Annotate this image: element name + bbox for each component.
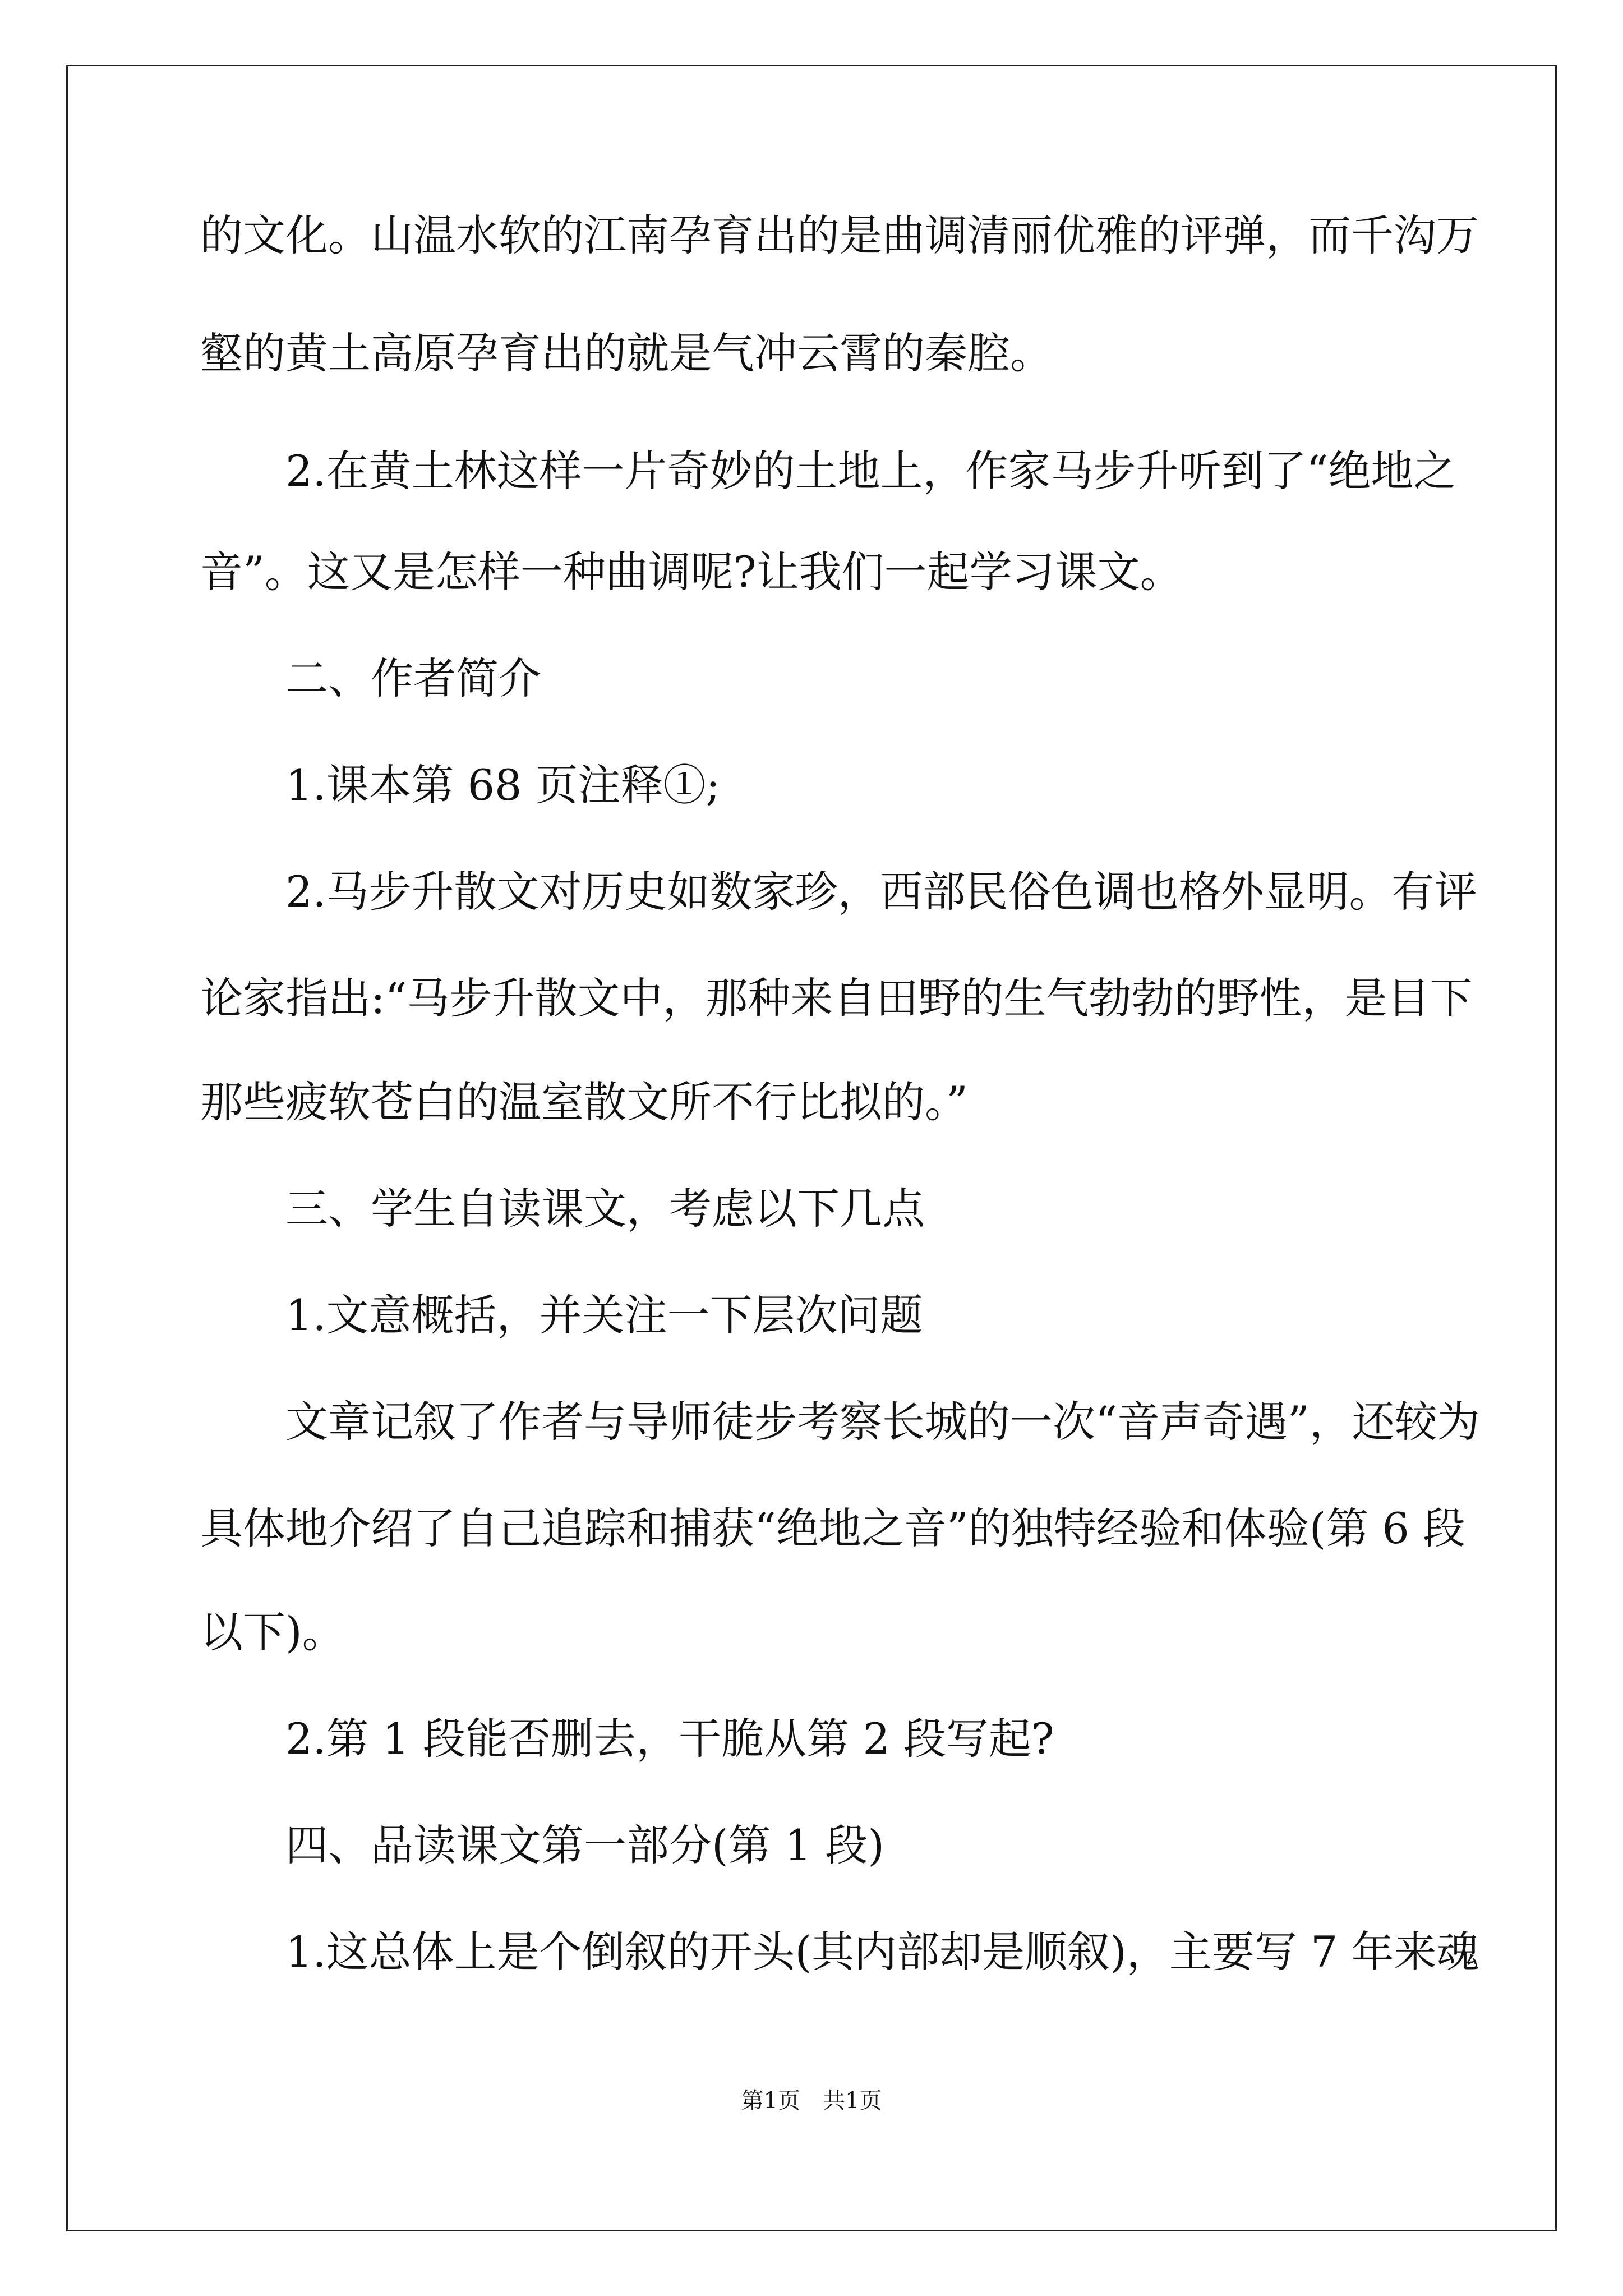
text-line: 2.第 1 段能否删去，干脆从第 2 段写起?: [200, 1714, 1054, 1764]
text-line: 2.在黄土林这样一片奇妙的土地上，作家马步升听到了“绝地之: [200, 446, 1456, 496]
text-line: 2.马步升散文对历史如数家珍，西部民俗色调也格外显明。有评: [200, 867, 1477, 917]
section-heading: 四、品读课文第一部分(第 1 段): [200, 1820, 884, 1870]
page-border: [66, 65, 1557, 2231]
text-line: 1.课本第 68 页注释①;: [200, 760, 721, 810]
text-line: 壑的黄土高原孕育出的就是气冲云霄的秦腔。: [200, 328, 1053, 378]
section-heading: 三、学生自读课文，考虑以下几点: [200, 1184, 925, 1234]
text-line: 的文化。山温水软的江南孕育出的是曲调清丽优雅的评弹，而千沟万: [200, 210, 1479, 260]
section-heading: 二、作者简介: [200, 654, 541, 703]
text-line: 1.这总体上是个倒叙的开头(其内部却是顺叙)，主要写 7 年来魂: [200, 1927, 1479, 1977]
text-line: 1.文意概括，并关注一下层次问题: [200, 1290, 923, 1340]
text-line: 论家指出:“马步升散文中，那种来自田野的生气勃勃的野性，是目下: [200, 973, 1473, 1023]
text-line: 文章记叙了作者与导师徒步考察长城的一次“音声奇遇”，还较为: [200, 1397, 1480, 1447]
text-line: 那些疲软苍白的温室散文所不行比拟的。”: [200, 1077, 968, 1127]
text-line: 音”。这又是怎样一种曲调呢?让我们一起学习课文。: [200, 547, 1183, 597]
text-line: 以下)。: [200, 1607, 345, 1657]
page-footer: 第1页 共1页: [741, 2088, 882, 2114]
text-line: 具体地介绍了自己追踪和捕获“绝地之音”的独特经验和体验(第 6 段: [200, 1503, 1466, 1553]
